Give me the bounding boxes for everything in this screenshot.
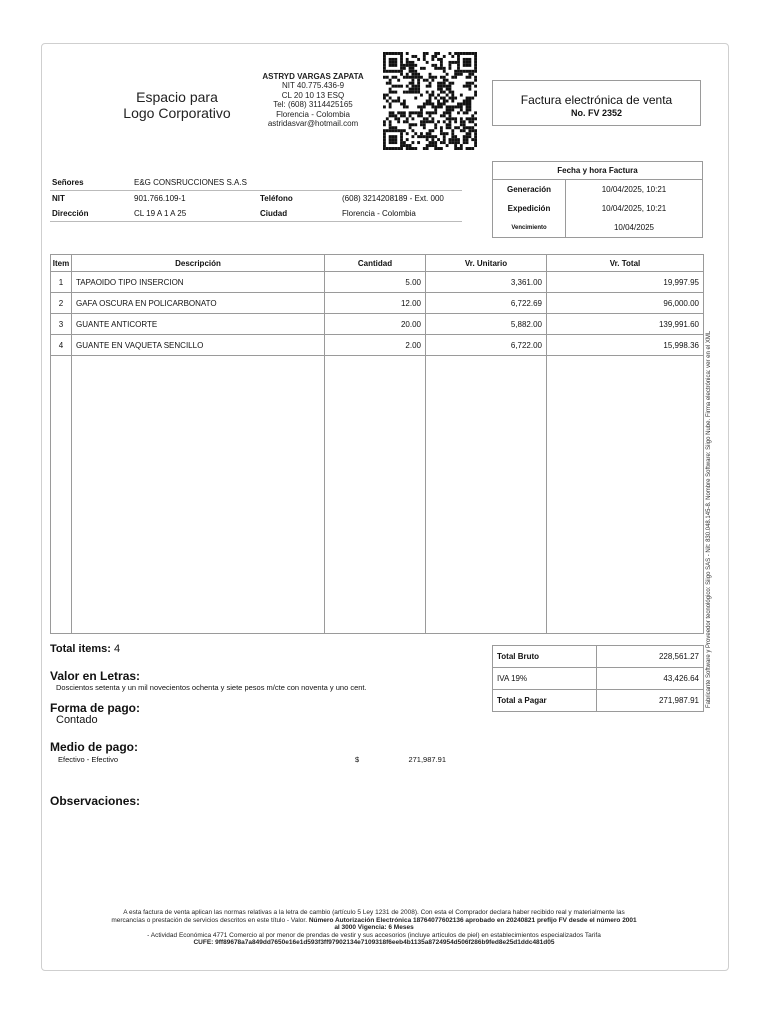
item-quantity: 2.00 xyxy=(325,335,426,356)
expedicion-label: Expedición xyxy=(493,199,566,218)
vencimiento-label: Vencimiento xyxy=(493,218,566,238)
medio-pago-value: Efectivo - Efectivo xyxy=(58,755,119,764)
items-table xyxy=(50,254,704,634)
issuer-email: astridasvar@hotmail.com xyxy=(267,119,359,129)
item-quantity: 20.00 xyxy=(325,314,426,335)
col-total: Vr. Total xyxy=(547,255,704,272)
direccion-label: Dirección xyxy=(50,206,132,222)
footer-line2a: mercancías o prestación de servicios descritos en este título - Valor. xyxy=(111,916,308,924)
ciudad-label: Ciudad xyxy=(258,206,340,222)
footer-line3: al 3000 Vigencia: 6 Meses xyxy=(334,924,414,932)
totals-table xyxy=(492,645,704,712)
total-bruto-value: 228,561.27 xyxy=(597,646,704,668)
table-row xyxy=(493,690,704,712)
qr-code xyxy=(383,52,477,150)
table-row xyxy=(51,314,704,335)
item-number: 1 xyxy=(51,272,72,293)
customer-name: E&G CONSRUCCIONES S.A.S xyxy=(132,175,462,191)
dates-table xyxy=(492,161,703,238)
item-description: TAPAOIDO TIPO INSERCION xyxy=(72,272,325,293)
generacion-value: 10/04/2025, 10:21 xyxy=(601,185,667,194)
invoice-title-box xyxy=(492,80,701,126)
table-row xyxy=(51,335,704,356)
expedicion-value: 10/04/2025, 10:21 xyxy=(601,204,667,213)
customer-city: Florencia - Colombia xyxy=(340,206,462,222)
issuer-address: CL 20 10 13 ESQ xyxy=(281,90,345,100)
medio-pago-amount: 271,987.91 xyxy=(408,755,446,764)
table-row xyxy=(493,668,704,690)
total-pagar-value: 271,987.91 xyxy=(658,696,699,705)
issuer-info xyxy=(253,72,373,128)
table-row xyxy=(493,646,704,668)
item-total: 19,997.95 xyxy=(547,272,704,293)
customer-nit: 901.766.109-1 xyxy=(134,194,186,203)
col-descripcion: Descripción xyxy=(72,255,325,272)
item-quantity: 5.00 xyxy=(325,272,426,293)
table-filler xyxy=(51,356,704,634)
legal-footer xyxy=(60,909,688,947)
iva-value: 43,426.64 xyxy=(597,668,704,690)
nit-label: NIT xyxy=(52,194,65,203)
item-description: GUANTE EN VAQUETA SENCILLO xyxy=(72,335,325,356)
col-unitario: Vr. Unitario xyxy=(426,255,547,272)
issuer-city: Florencia - Colombia xyxy=(276,109,350,119)
issuer-phone: Tel: (608) 3114425165 xyxy=(273,100,353,110)
customer-phone: (608) 3214208189 - Ext. 000 xyxy=(342,194,444,203)
total-pagar-label: Total a Pagar xyxy=(493,690,597,712)
footer-line4: - Actividad Económica 4771 Comercio al por menor de prendas de vestir y sus accesorios (incluye artículos de piel) en establecimientos especializados Tarifa xyxy=(147,931,601,939)
item-total: 139,991.60 xyxy=(547,314,704,335)
customer-address: CL 19 A 1 A 25 xyxy=(132,206,258,222)
forma-pago-label: Forma de pago: xyxy=(50,701,141,715)
dates-header: Fecha y hora Factura xyxy=(493,162,703,180)
footer-line5: CUFE: 9ff89678a7a849dd7650e16e1d593f3ff97902134e7109318f6eeb4b1135a8724954d506f286b9fed8e25d1ddc481d05 xyxy=(193,939,555,947)
item-quantity: 12.00 xyxy=(325,293,426,314)
total-items-label: Total items: xyxy=(50,643,111,655)
total-items xyxy=(50,643,120,655)
item-description: GUANTE ANTICORTE xyxy=(72,314,325,335)
forma-pago-value: Contado xyxy=(56,714,98,726)
generacion-label: Generación xyxy=(493,180,566,200)
footer-line2 xyxy=(60,917,688,925)
total-bruto-label: Total Bruto xyxy=(493,646,597,668)
valor-letras-text: Doscientos setenta y un mil novecientos ochenta y siete pesos m/cte con noventa y uno cent. xyxy=(56,683,367,692)
total-items-value: 4 xyxy=(113,643,121,655)
item-description: GAFA OSCURA EN POLICARBONATO xyxy=(72,293,325,314)
item-unit-price: 6,722.69 xyxy=(426,293,547,314)
item-unit-price: 3,361.00 xyxy=(426,272,547,293)
logo-placeholder-line2: Logo Corporativo xyxy=(123,105,231,121)
table-row xyxy=(51,293,704,314)
table-row xyxy=(51,272,704,293)
item-total: 96,000.00 xyxy=(547,293,704,314)
item-number: 4 xyxy=(51,335,72,356)
observaciones-label: Observaciones: xyxy=(50,794,141,808)
issuer-name: ASTRYD VARGAS ZAPATA xyxy=(262,72,364,81)
senores-label: Señores xyxy=(50,175,132,191)
item-total: 15,998.36 xyxy=(547,335,704,356)
item-number: 2 xyxy=(51,293,72,314)
invoice-number: No. FV 2352 xyxy=(570,108,623,118)
vencimiento-value: 10/04/2025 xyxy=(613,223,655,232)
item-unit-price: 5,882.00 xyxy=(426,314,547,335)
software-vendor-note: Fabricante Software y Proveedor tecnológico: Siigo SAS - Nit: 830.048.145-8. Nombre Software: Siigo Nube. Firma electrónica: ver en el XML xyxy=(706,330,712,708)
item-unit-price: 6,722.00 xyxy=(426,335,547,356)
issuer-nit: NIT 40.775.436-9 xyxy=(281,81,345,91)
footer-line1: A esta factura de venta aplican las normas relativas a la letra de cambio (artículo 5 Ley 1231 de 2008). Con esta el Comprador declara haber recibido real y materialmente las xyxy=(123,909,625,916)
logo-placeholder xyxy=(122,89,232,121)
item-number: 3 xyxy=(51,314,72,335)
iva-label: IVA 19% xyxy=(493,668,597,690)
footer-line2b: Número Autorización Electrónica 18764077602136 aprobado en 20240821 prefijo FV desde el número 2001 xyxy=(308,916,637,924)
logo-placeholder-line1: Espacio para xyxy=(136,89,218,105)
valor-letras-label: Valor en Letras: xyxy=(50,669,141,683)
col-cantidad: Cantidad xyxy=(325,255,426,272)
medio-pago-currency: $ xyxy=(355,755,360,764)
telefono-label: Teléfono xyxy=(260,194,293,203)
medio-pago-label: Medio de pago: xyxy=(50,740,138,754)
col-item: Item xyxy=(51,255,72,272)
customer-table xyxy=(50,175,462,222)
invoice-title: Factura electrónica de venta xyxy=(520,93,673,107)
